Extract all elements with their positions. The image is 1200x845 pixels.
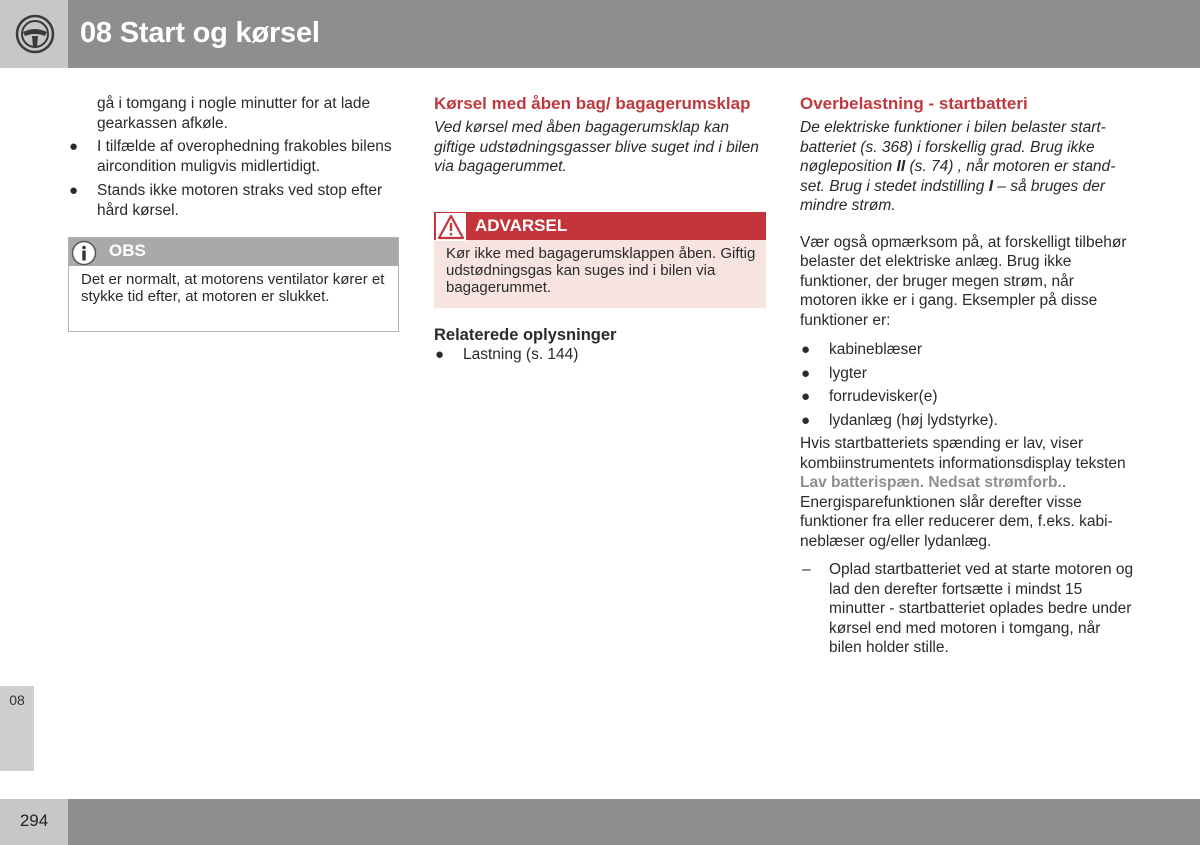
- list-item: ● forrudevisker(e): [801, 388, 938, 405]
- obs-text: Det er normalt, at motorens ventilator kører et stykke tid efter, at motoren er slukket.: [81, 271, 385, 305]
- steering-wheel-icon: [15, 14, 55, 54]
- paragraph: Hvis startbatteriets spænding er lav, viser kombiinstrumentets informationsdisplay teksten Lav batterispæn. Nedsat strømforb.. Energisparefunktionen slår derefter visse funktioner fra eller reducerer dem, f.eks. kabineblæser og/eller lydanlæg.: [800, 435, 1126, 550]
- section-heading: Kørsel med åben bag/ bagagerumsklap: [434, 94, 751, 113]
- display-message: Lav batterispæn. Nedsat strømforb.: [800, 474, 1062, 491]
- column-3: [800, 94, 1135, 658]
- footer-bar: [68, 799, 1200, 845]
- bullet-icon: ●: [435, 346, 445, 363]
- list-item: ● lydanlæg (høj lydstyrke).: [801, 411, 998, 429]
- intro-paragraph: gå i tomgang i nogle minutter for at lade gearkassen afkøle.: [97, 95, 371, 132]
- paragraph: Vær også opmærksom på, at forskelligt tilbehør belaster det elektriske anlæg. Brug ikke funktioner, der bruger megen strøm, når motoren ikke er i gang. Eksempler på disse funktioner er:: [800, 233, 1127, 329]
- list-item: ● lygter: [801, 364, 867, 382]
- bullet-icon: ●: [69, 138, 79, 155]
- list-item: ● Stands ikke motoren straks ved stop efter hård kørsel.: [69, 182, 383, 219]
- warning-title: ADVARSEL: [475, 216, 568, 235]
- bullet-icon: ●: [801, 341, 811, 358]
- page-number: 294: [19, 811, 49, 830]
- list-item: ● kabineblæser: [801, 341, 923, 358]
- list-item: ● I tilfælde af overophedning frakobles bilens aircondition muligvis midlertidigt.: [69, 138, 392, 175]
- warning-box: [434, 212, 766, 308]
- section-intro: Ved kørsel med åben bagagerumsklap kan giftige udstødningsgasser blive suget ind i bilen via bagagerummet.: [434, 119, 759, 175]
- chapter-tab-label: 08: [9, 692, 25, 708]
- related-section: [434, 325, 766, 370]
- obs-header: [69, 238, 398, 266]
- dash-marker: –: [802, 561, 811, 578]
- bullet-icon: ●: [69, 182, 79, 199]
- column-2: [434, 94, 766, 177]
- related-list: [434, 345, 766, 365]
- warning-text: Kør ikke med bagagerumsklappen åben. Giftig udstødningsgas kan suges ind i bilen via bagagerummet.: [446, 245, 756, 296]
- column-1: [68, 94, 400, 225]
- obs-title: OBS: [109, 241, 146, 260]
- list-item: ● Lastning (s. 144): [435, 346, 579, 363]
- warning-header: [434, 212, 766, 240]
- section-heading: Overbelastning - startbatteri: [800, 94, 1028, 113]
- obs-note-box: [68, 237, 399, 332]
- header-icon-block: [0, 0, 68, 68]
- bullet-list: [68, 137, 400, 220]
- step-item: – Oplad startbatteriet ved at starte motoren og lad den derefter fortsætte i mindst 15 minutter - startbatteriet oplades bedre under kørsel end med motoren i tomgang, når bilen holder stille.: [802, 561, 1134, 656]
- info-icon: [71, 240, 97, 266]
- section-intro: De elektriske funktioner i bilen belaster startbatteriet (s. 368) i forskellig grad. Brug ikke nøgleposition II (s. 74) , når motoren er standset. Brug i stedet indstilling I – så bruges der mindre strøm.: [800, 119, 1116, 214]
- related-heading: Relaterede oplysninger: [434, 326, 617, 344]
- chapter-title: 08 Start og kørsel: [80, 17, 320, 49]
- bullet-icon: ●: [801, 364, 811, 382]
- bullet-icon: ●: [801, 388, 811, 405]
- warning-triangle-icon: [436, 213, 466, 241]
- bullet-icon: ●: [801, 411, 811, 429]
- bullet-list: [800, 340, 1135, 430]
